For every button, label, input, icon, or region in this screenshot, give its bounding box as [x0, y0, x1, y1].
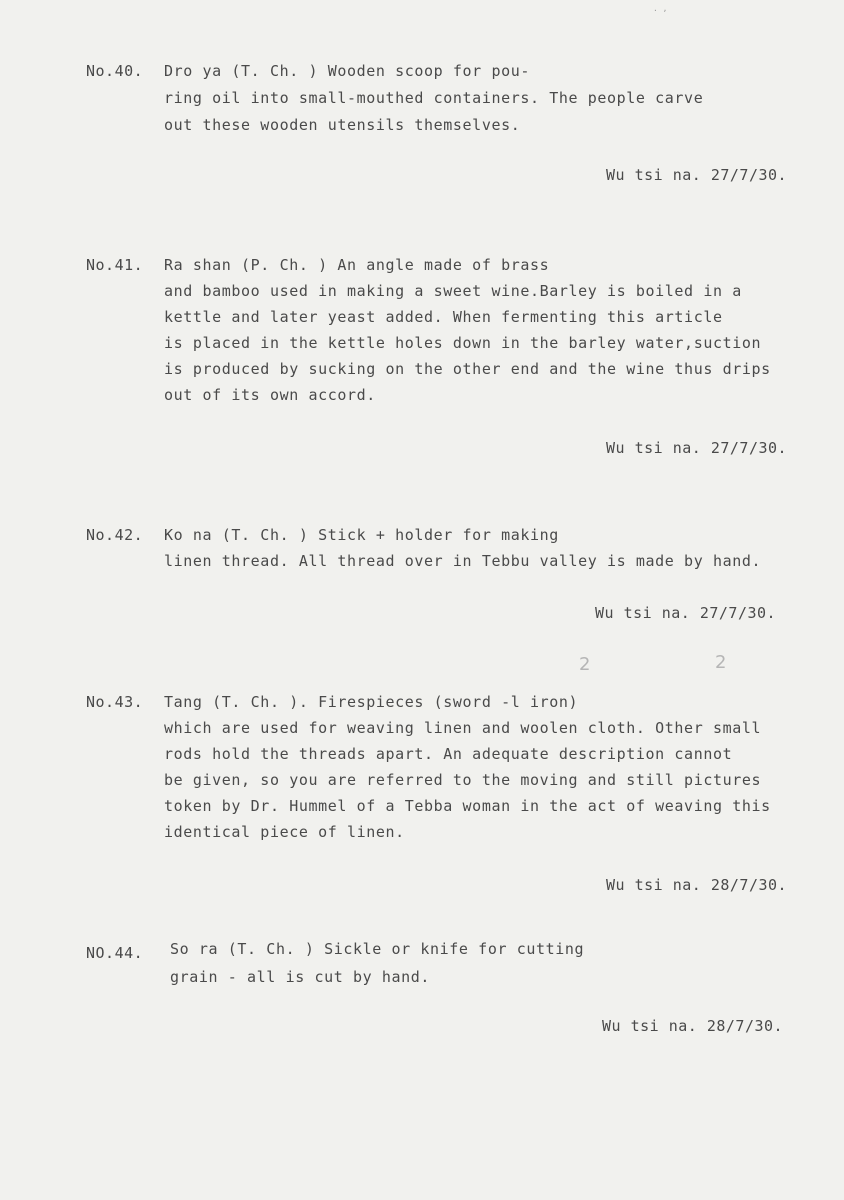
entry-text-line: Ko na (T. Ch. ) Stick + holder for making [164, 526, 559, 544]
entry-text-line: Dro ya (T. Ch. ) Wooden scoop for pou- [164, 62, 530, 80]
entry-signature: Wu tsi na. 27/7/30. [606, 439, 788, 457]
entry-text-line: identical piece of linen. [164, 823, 405, 841]
entry-text-line: out these wooden utensils themselves. [164, 116, 521, 134]
entry-text-line: and bamboo used in making a sweet wine.Barley is boiled in a [164, 282, 742, 300]
entry-text-line: which are used for weaving linen and woolen cloth. Other small [164, 719, 762, 737]
entry-text-line: kettle and later yeast added. When fermenting this article [164, 308, 723, 326]
paper-speck: . , [653, 4, 668, 13]
entry-signature: Wu tsi na. 27/7/30. [595, 604, 777, 622]
entry-number: No.42. [86, 526, 144, 544]
entry-text-line: be given, so you are referred to the moving and still pictures [164, 771, 762, 789]
entry-number: No.40. [86, 62, 144, 80]
entry-text-line: rods hold the threads apart. An adequate description cannot [164, 745, 733, 763]
entry-number: No.41. [86, 256, 144, 274]
entry-text-line: Tang (T. Ch. ). Firespieces (sword -l iron) [164, 693, 579, 711]
entry-number: NO.44. [86, 944, 144, 962]
entry-signature: Wu tsi na. 27/7/30. [606, 166, 788, 184]
entry-text-line: So ra (T. Ch. ) Sickle or knife for cutting [170, 940, 585, 958]
entry-text-line: out of its own accord. [164, 386, 376, 404]
entry-text-line: grain - all is cut by hand. [170, 968, 431, 986]
entry-text-line: is placed in the kettle holes down in the barley water,suction [164, 334, 762, 352]
pencil-mark: 2 [715, 652, 727, 673]
entry-text-line: Ra shan (P. Ch. ) An angle made of brass [164, 256, 550, 274]
entry-text-line: linen thread. All thread over in Tebbu valley is made by hand. [164, 552, 762, 570]
entry-text-line: is produced by sucking on the other end and the wine thus drips [164, 360, 771, 378]
entry-text-line: token by Dr. Hummel of a Tebba woman in the act of weaving this [164, 797, 771, 815]
entry-text-line: ring oil into small-mouthed containers. The people carve [164, 89, 704, 107]
entry-signature: Wu tsi na. 28/7/30. [606, 876, 788, 894]
entry-signature: Wu tsi na. 28/7/30. [602, 1017, 784, 1035]
pencil-mark: 2 [579, 654, 591, 675]
entry-number: No.43. [86, 693, 144, 711]
